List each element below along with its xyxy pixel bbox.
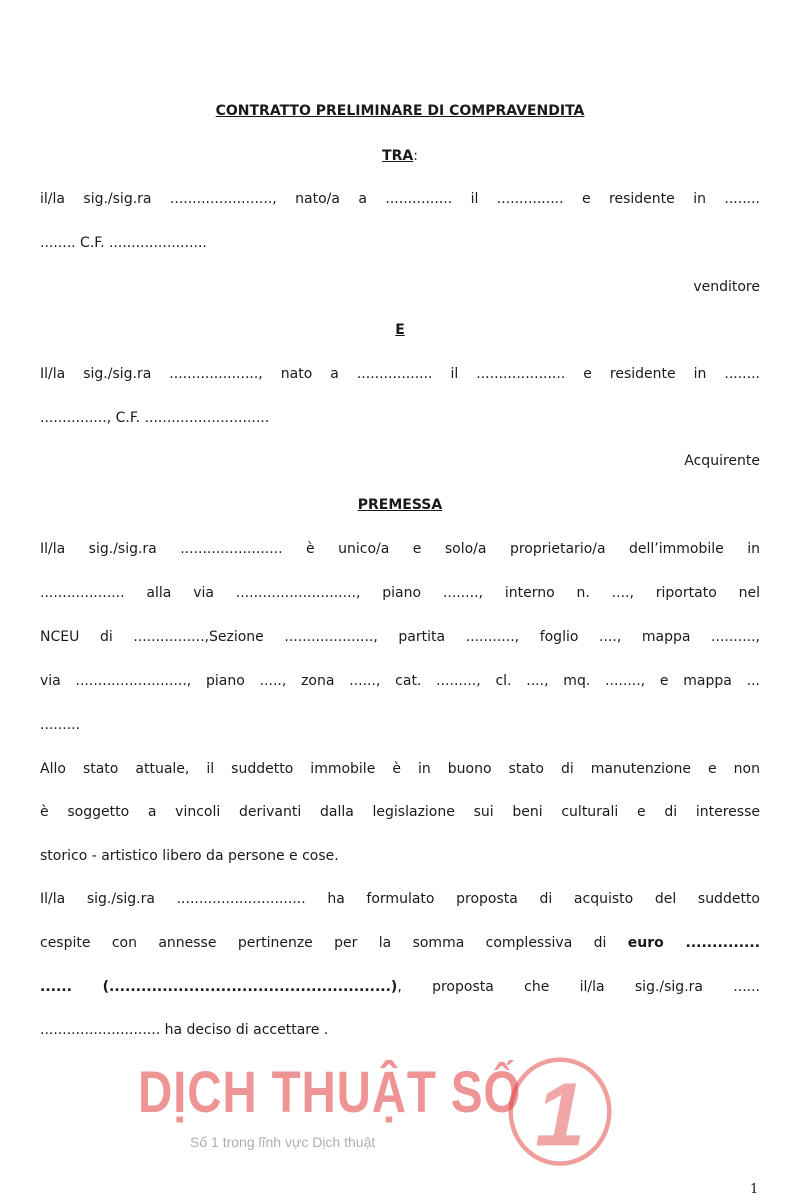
section-tra-colon: : (413, 148, 418, 164)
offer-line (40, 977, 760, 997)
document-title: CONTRATTO PRELIMINARE DI COMPRAVENDITA (215, 103, 585, 119)
premessa-line: via ........................., piano ....., zona ......, cat. ........., cl. ...., mq. ........, e mappa ... (40, 673, 760, 689)
stato-line: Allo stato attuale, il suddetto immobile è in buono stato di manutenzione e non (40, 761, 760, 777)
seller-line: il/la sig./sig.ra ......................., nato/a a ............... il ............... e residente in ........ (40, 191, 760, 207)
premessa-line: NCEU di ................,Sezione ...................., partita ..........., foglio ...., mappa .........., (40, 629, 760, 645)
watermark-subtitle: Số 1 trong lĩnh vực Dịch thuật (190, 1134, 376, 1150)
offer-line: ........................... ha deciso di accettare . (40, 1022, 329, 1038)
watermark-logo-icon (505, 1056, 615, 1168)
section-tra-label: TRA (382, 148, 414, 164)
offer-line: Il/la sig./sig.ra ............................. ha formulato proposta di acquisto del suddetto (40, 891, 760, 907)
svg-text:1: 1 (535, 1064, 585, 1165)
buyer-role: Acquirente (684, 453, 760, 469)
offer-line (40, 933, 760, 953)
seller-role: venditore (693, 279, 760, 295)
offer-text: , proposta che il/la sig./sig.ra ...... (397, 979, 760, 995)
premessa-line: Il/la sig./sig.ra ....................... è unico/a e solo/a proprietario/a dell’immobile in (40, 541, 760, 557)
buyer-line: Il/la sig./sig.ra ...................., nato a ................. il .................... e residente in ........ (40, 366, 760, 382)
stato-line: storico - artistico libero da persone e cose. (40, 848, 339, 864)
seller-line: ........ C.F. ...................... (40, 235, 207, 251)
section-e: E (395, 322, 405, 338)
offer-amount-words: ...... (.....................................................) (40, 979, 398, 995)
watermark-text: DỊCH THUẬT SỐ (138, 1060, 522, 1125)
buyer-line: ..............., C.F. ............................ (40, 410, 270, 426)
offer-amount: euro .............. (627, 935, 760, 951)
offer-text: cespite con annesse pertinenze per la somma complessiva di (40, 935, 628, 951)
section-tra (40, 146, 760, 166)
premessa-line: ................... alla via ..........................., piano ........, interno n. ...., riportato nel (40, 585, 760, 601)
premessa-line: ......... (40, 717, 81, 733)
section-premessa: PREMESSA (357, 497, 443, 513)
page-number: 1 (750, 1182, 759, 1197)
stato-line: è soggetto a vincoli derivanti dalla legislazione sui beni culturali e di interesse (40, 804, 760, 820)
